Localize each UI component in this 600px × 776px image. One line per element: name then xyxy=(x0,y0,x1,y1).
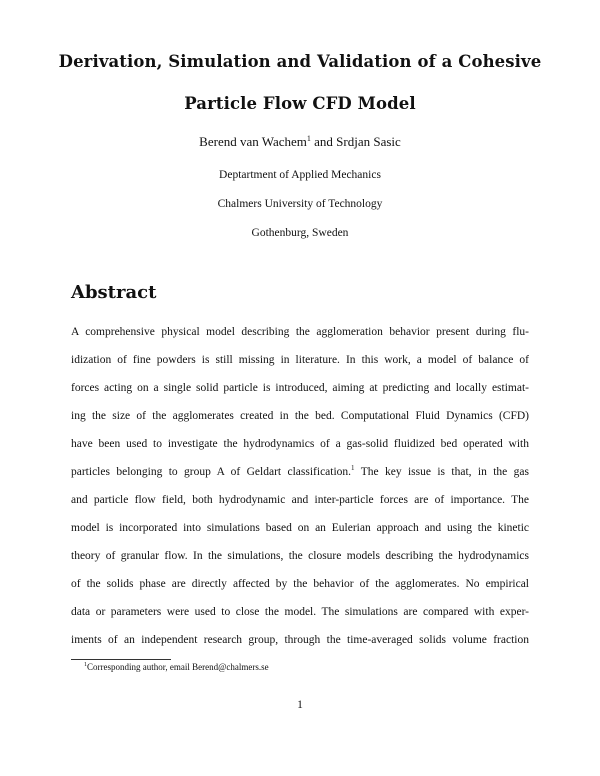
affiliation-department: Deptartment of Applied Mechanics xyxy=(219,169,381,181)
abstract-line: ing the size of the agglomerates created in the bed. Computational Fluid Dynamics (CFD) xyxy=(71,410,529,422)
footnote-text: Corresponding author, email Berend@chalmers.se xyxy=(87,662,269,672)
abstract-line: iments of an independent research group, through the time-averaged solids volume fraction xyxy=(71,634,529,646)
paper-title-line-1: Derivation, Simulation and Validation of a Cohesive xyxy=(58,52,542,71)
abstract-text: The key issue is that, in the gas xyxy=(354,466,529,478)
abstract-line: data or parameters were used to close the model. The simulations are compared with exper- xyxy=(71,606,529,618)
author-footnote-mark: 1 xyxy=(306,134,311,143)
abstract-text: particles belonging to group A of Geldart classification. xyxy=(71,466,352,478)
abstract-line: forces acting on a single solid particle is introduced, aiming at predicting and locally estimat- xyxy=(71,382,529,394)
abstract-body xyxy=(71,318,529,654)
abstract-line-with-footnote xyxy=(71,458,529,486)
footnote-mark: 1 xyxy=(84,662,87,668)
abstract-line: have been used to investigate the hydrodynamics of a gas-solid fluidized bed operated with xyxy=(71,438,529,450)
affiliation-university: Chalmers University of Technology xyxy=(217,198,383,210)
paper-title-line-2: Particle Flow CFD Model xyxy=(184,94,416,113)
abstract-heading: Abstract xyxy=(71,282,157,303)
footnote xyxy=(84,662,269,672)
abstract-line: A comprehensive physical model describing the agglomeration behavior present during flu- xyxy=(71,326,529,338)
affiliation-location: Gothenburg, Sweden xyxy=(251,227,349,239)
author-name: Berend van Wachem xyxy=(199,134,307,149)
abstract-line: and particle flow field, both hydrodynamic and inter-particle forces are of importance. The xyxy=(71,494,529,506)
footnote-divider xyxy=(71,659,171,660)
abstract-line: idization of fine powders is still missing in literature. In this work, a model of balance of xyxy=(71,354,529,366)
abstract-line: model is incorporated into simulations based on an Eulerian approach and using the kinetic xyxy=(71,522,529,534)
abstract-line: of the solids phase are directly affected by the behavior of the agglomerates. No empirical xyxy=(71,578,529,590)
footnote-reference[interactable]: 1 xyxy=(351,464,355,472)
page-number: 1 xyxy=(297,699,303,711)
author-list xyxy=(0,134,600,150)
abstract-line: theory of granular flow. In the simulations, the closure models describing the hydrodynamics xyxy=(71,550,529,562)
author-name: and Srdjan Sasic xyxy=(310,134,401,149)
